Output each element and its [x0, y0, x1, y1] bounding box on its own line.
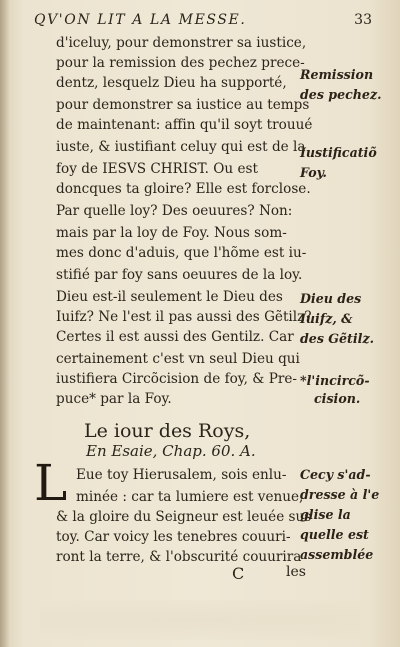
text-line: ront la terre, & l'obscurité couurira [56, 549, 302, 565]
text-line: de maintenant: affin qu'il soyt trouué [56, 117, 313, 133]
text-line: certainement c'est vn seul Dieu qui [56, 351, 300, 367]
text-line: Dieu est-il seulement le Dieu des [56, 289, 283, 305]
text-line: pour la remission des pechez prece- [56, 55, 305, 71]
text-line: pour demonstrer sa iustice au temps [56, 97, 310, 113]
text-line: d'iceluy, pour demonstrer sa iustice, [56, 35, 307, 51]
margin-note: assemblée [300, 547, 374, 562]
margin-note: glise la [300, 507, 351, 522]
margin-note: des pechez. [300, 87, 382, 102]
text-line: iustifiera Circõcision de foy, & Pre- [56, 371, 298, 387]
text-line: & la gloire du Seigneur est leuée sus [56, 509, 312, 525]
margin-note: Iustificatiõ [300, 145, 377, 160]
running-title: QV'ON LIT A LA MESSE. [34, 12, 247, 28]
margin-note: Foy. [300, 165, 327, 180]
text-line: Par quelle loy? Des oeuures? Non: [56, 203, 293, 219]
text-line: Eue toy Hierusalem, sois enlu- [76, 467, 287, 483]
text-line: mes donc d'aduis, que l'hõme est iu- [56, 245, 307, 261]
paper-texture [40, 600, 360, 640]
text-line: toy. Car voicy les tenebres couuri- [56, 529, 291, 545]
text-line: minée : car ta lumiere est venue, [76, 489, 304, 505]
running-header [34, 12, 374, 28]
drop-cap: L [34, 454, 68, 512]
margin-note: Remission [300, 67, 374, 82]
text-line: Certes il est aussi des Gentilz. Car [56, 329, 294, 345]
section-title: Le iour des Roys, [84, 420, 251, 442]
text-line: iuste, & iustifiant celuy qui est de la [56, 139, 306, 155]
text-line: mais par la loy de Foy. Nous som- [56, 225, 287, 241]
text-line: doncques ta gloire? Elle est forclose. [56, 181, 311, 197]
text-line: puce* par la Foy. [56, 391, 172, 407]
margin-note: Dieu des [300, 291, 362, 306]
spine-shadow [0, 0, 10, 647]
section-subtitle: En Esaie, Chap. 60. A. [86, 442, 256, 460]
margin-note: des Gẽtilz. [300, 331, 374, 346]
margin-note: *l'incircõ- [300, 373, 370, 388]
margin-note: dresse à l'e [300, 487, 380, 502]
margin-note: Cecy s'ad- [300, 467, 371, 482]
text-line: dentz, lesquelz Dieu ha supporté, [56, 75, 287, 91]
margin-note: Iuifz, & [300, 311, 353, 326]
signature-mark: C [232, 564, 245, 583]
margin-note: cision. [314, 391, 361, 406]
catchword: les [286, 564, 306, 580]
text-line: Iuifz? Ne l'est il pas aussi des Gẽtilz? [56, 309, 312, 325]
page-number: 33 [354, 12, 372, 28]
text-line: foy de IESVS CHRIST. Ou est [56, 161, 258, 177]
margin-note: quelle est [300, 527, 369, 542]
text-line: stifié par foy sans oeuures de la loy. [56, 267, 303, 283]
